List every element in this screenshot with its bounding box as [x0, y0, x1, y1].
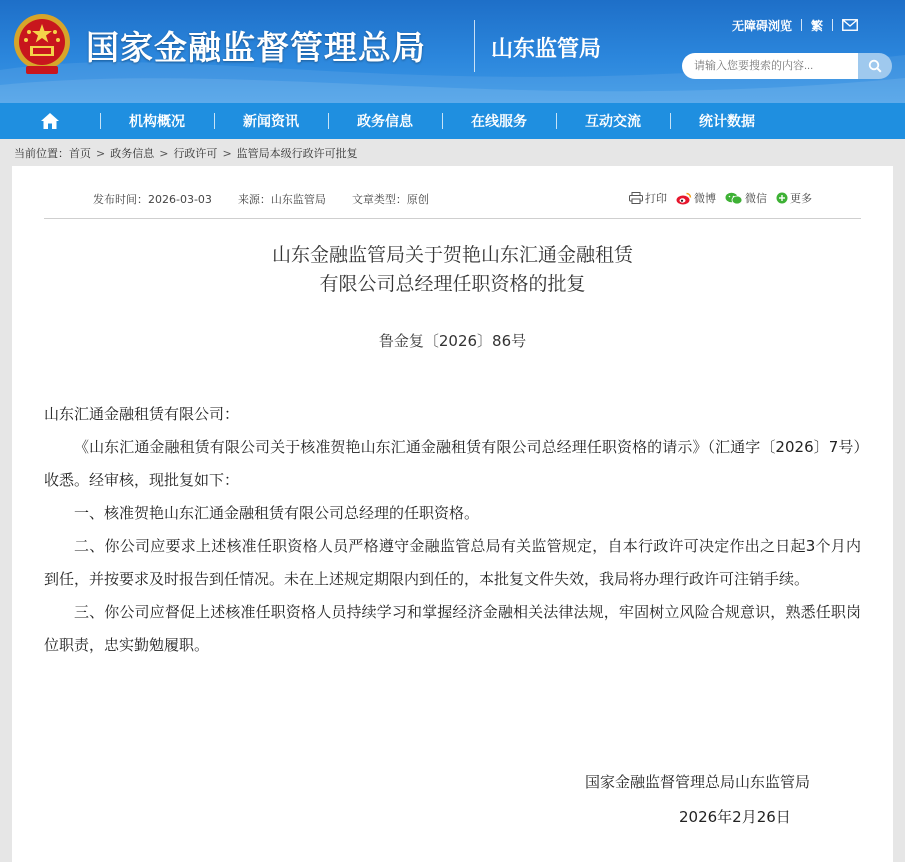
- weibo-icon: [676, 192, 692, 205]
- article-title: [44, 241, 861, 299]
- more-label: 更多: [790, 192, 812, 205]
- search-icon: [868, 59, 882, 73]
- nav-item-news[interactable]: 新闻资讯: [214, 103, 328, 139]
- article-type: 文章类型：原创: [351, 193, 429, 206]
- breadcrumb-admin-license[interactable]: 行政许可: [173, 147, 218, 160]
- body-paragraph: 一、核准贺艳山东汇通金融租赁有限公司总经理的任职资格。: [74, 504, 480, 522]
- article-body: [44, 398, 861, 662]
- nav-item-online-services[interactable]: 在线服务: [442, 103, 556, 139]
- wechat-label: 微信: [745, 192, 767, 205]
- article-title-line2: 有限公司总经理任职资格的批复: [319, 273, 586, 295]
- breadcrumb: [14, 145, 358, 161]
- breadcrumb-current[interactable]: 监管局本级行政许可批复: [236, 147, 358, 160]
- printer-icon: [629, 192, 643, 204]
- document-number: 鲁金复〔2026〕86号: [378, 332, 527, 350]
- article-meta: [93, 191, 455, 207]
- body-paragraph: 《山东汇通金融租赁有限公司关于核准贺艳山东汇通金融租赁有限公司总经理任职资格的请示》（汇通字〔2026〕7号）收悉。经审核，现批复如下：: [44, 438, 861, 489]
- weibo-label: 微博: [694, 192, 716, 205]
- breadcrumb-government-info[interactable]: 政务信息: [110, 147, 155, 160]
- mail-icon[interactable]: [842, 19, 858, 31]
- print-label: 打印: [645, 192, 667, 205]
- search-input[interactable]: [682, 53, 858, 79]
- traditional-chinese-link[interactable]: 繁: [811, 18, 824, 33]
- body-paragraph: 二、你公司应要求上述核准任职资格人员严格遵守金融监管总局有关监管规定，自本行政许可决定作出之日起3个月内到任，并按要求及时报告到任情况。未在上述规定期限内到任的，本批复文件失效，我局将办理行政许可注销手续。: [44, 537, 861, 588]
- breadcrumb-separator: >: [222, 146, 232, 160]
- share-bar: [629, 190, 821, 206]
- article-title-line1: 山东金融监管局关于贺艳山东汇通金融租赁: [271, 244, 633, 266]
- nav-item-government-info[interactable]: 政务信息: [328, 103, 442, 139]
- link-separator: [801, 19, 802, 31]
- body-paragraph: 三、你公司应督促上述核准任职资格人员持续学习和掌握经济金融相关法律法规，牢固树立风险合规意识，熟悉任职岗位职责，忠实勤勉履职。: [44, 603, 861, 654]
- national-emblem-icon: [12, 12, 72, 78]
- main-nav: [0, 103, 905, 139]
- search-button[interactable]: [858, 53, 892, 79]
- print-button[interactable]: [629, 190, 667, 206]
- site-title: 国家金融监督管理总局: [86, 28, 426, 67]
- publish-time: 发布时间：2026-03-03: [93, 193, 212, 206]
- breadcrumb-separator: >: [96, 146, 106, 160]
- link-separator: [832, 19, 833, 31]
- nav-item-interaction[interactable]: 互动交流: [556, 103, 670, 139]
- issue-date: 2026年2月26日: [679, 808, 791, 826]
- plus-circle-icon: [776, 192, 788, 204]
- sub-title: 山东监管局: [491, 37, 602, 62]
- title-divider: [474, 20, 475, 72]
- top-links: [732, 16, 858, 34]
- article-source: 来源：山东监管局: [237, 193, 326, 206]
- accessibility-link[interactable]: 无障碍浏览: [732, 18, 793, 33]
- site-header: [0, 0, 905, 103]
- nav-home[interactable]: [0, 103, 100, 139]
- nav-item-statistics[interactable]: 统计数据: [670, 103, 784, 139]
- home-icon: [40, 112, 60, 130]
- issuing-authority: 国家金融监督管理总局山东监管局: [585, 773, 811, 791]
- wechat-share-button[interactable]: [725, 190, 767, 206]
- more-share-button[interactable]: [776, 190, 812, 206]
- nav-item-org-overview[interactable]: 机构概况: [100, 103, 214, 139]
- breadcrumb-home[interactable]: 首页: [69, 147, 91, 160]
- wechat-icon: [725, 192, 743, 205]
- breadcrumb-separator: >: [159, 146, 169, 160]
- meta-divider: [44, 218, 861, 219]
- breadcrumb-prefix: 当前位置：: [14, 147, 69, 160]
- weibo-share-button[interactable]: [676, 190, 716, 206]
- salutation: 山东汇通金融租赁有限公司：: [44, 405, 240, 423]
